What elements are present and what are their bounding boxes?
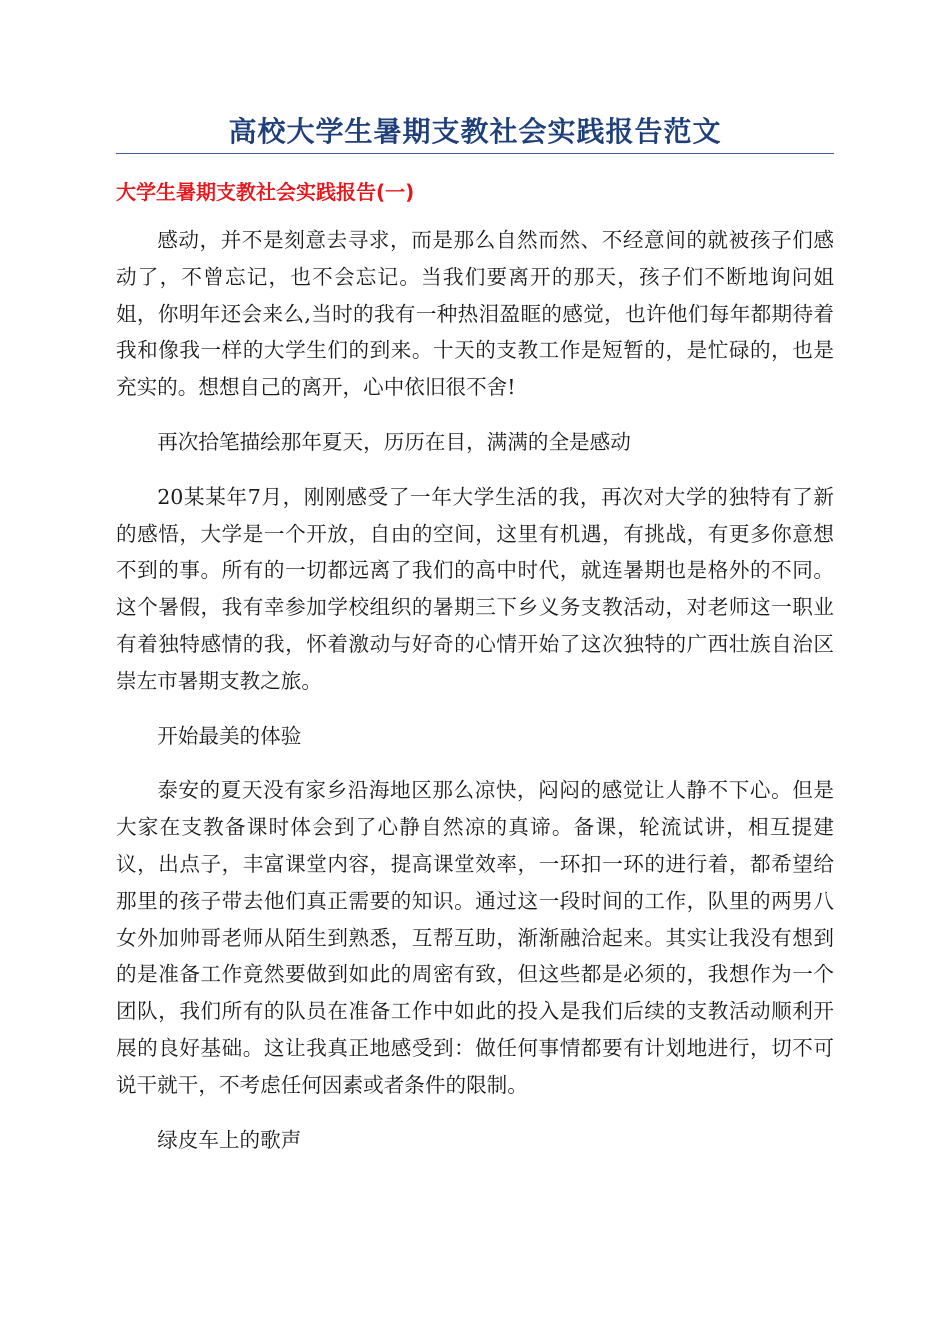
document-body [116, 222, 834, 1176]
title-underline [116, 153, 834, 154]
paragraph-preparation: 泰安的夏天没有家乡沿海地区那么凉快，闷闷的感觉让人静不下心。但是大家在支教备课时体会到了心静自然凉的真谛。备课，轮流试讲，相互提建议，出点子，丰富课堂内容，提高课堂效率，一环扣一环的进行着，都希望给那里的孩子带去他们真正需要的知识。通过这一段时间的工作，队里的两男八女外加帅哥老师从陌生到熟悉，互帮互助，渐渐融洽起来。其实让我没有想到的是准备工作竟然要做到如此的周密有致，但这些都是必须的，我想作为一个团队，我们所有的队员在准备工作中如此的投入是我们后续的支教活动顺利开展的良好基础。这让我真正地感受到：做任何事情都要有计划地进行，切不可说干就干，不考虑任何因素或者条件的限制。 [116, 778, 834, 1097]
paragraph-subhead-experience: 开始最美的体验 [157, 723, 302, 748]
document-title: 高校大学生暑期支教社会实践报告范文 [228, 115, 722, 148]
paragraph-july: 20某某年7月，刚刚感受了一年大学生活的我，再次对大学的独特有了新的感悟，大学是一个开放，自由的空间，这里有机遇，有挑战，有更多你意想不到的事。所有的一切都远离了我们的高中时代，就连暑期也是格外的不同。这个暑假，我有幸参加学校组织的暑期三下乡义务支教活动，对老师这一职业有着独特感情的我，怀着激动与好奇的心情开始了这次独特的广西壮族自治区崇左市暑期支教之旅。 [116, 484, 834, 693]
paragraph-subhead-train: 绿皮车上的歌声 [157, 1127, 302, 1152]
paragraph-recall: 再次拾笔描绘那年夏天，历历在目，满满的全是感动 [157, 429, 631, 454]
section-heading: 大学生暑期支教社会实践报告(一) [116, 180, 415, 204]
paragraph-intro: 感动，并不是刻意去寻求，而是那么自然而然、不经意间的就被孩子们感动了，不曾忘记，也不会忘记。当我们要离开的那天，孩子们不断地询问姐姐，你明年还会来么,当时的我有一种热泪盈眶的感觉，也许他们每年都期待着我和像我一样的大学生们的到来。十天的支教工作是短暂的，是忙碌的，也是充实的。想想自己的离开，心中依旧很不舍! [116, 228, 834, 400]
